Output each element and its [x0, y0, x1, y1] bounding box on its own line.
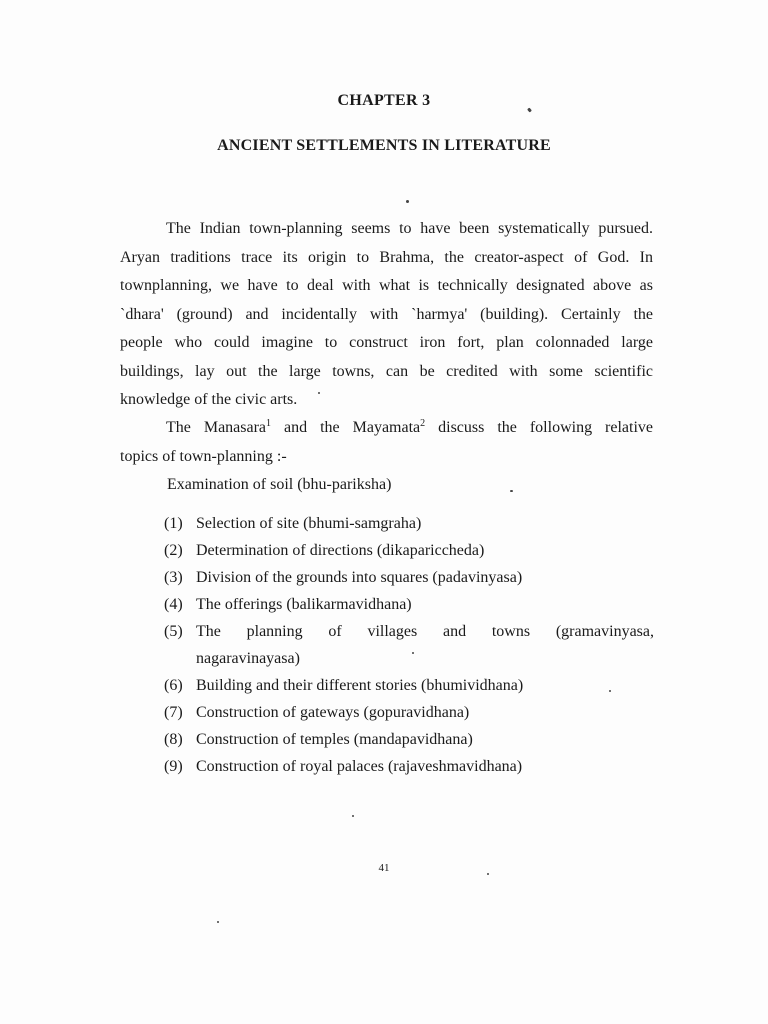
scan-mark	[406, 200, 409, 203]
paragraph-1-line: people who could imagine to construct iron fort, plan colonnaded large	[120, 334, 653, 351]
paragraph-1-line: townplanning, we have to deal with what is technically designated above as	[120, 277, 653, 294]
scan-mark	[352, 815, 354, 817]
list-item	[164, 672, 654, 699]
scan-mark	[412, 652, 414, 654]
footnote-ref: 2	[420, 418, 426, 429]
item-number: (5)	[164, 623, 183, 640]
item-number: (4)	[164, 596, 183, 613]
paragraph-1-line: buildings, lay out the large towns, can be credited with some scientific	[120, 362, 653, 380]
list-item	[164, 591, 654, 618]
item-text: Construction of royal palaces (rajaveshmavidhana)	[196, 758, 523, 775]
list-item	[164, 510, 654, 537]
item-text: Building and their different stories (bhumividhana)	[196, 677, 524, 694]
paragraph-1-line: `dhara' (ground) and incidentally with `harmya' (building). Certainly the	[120, 305, 653, 323]
item-number: (2)	[164, 542, 183, 559]
item-number: (7)	[164, 704, 183, 721]
scan-mark	[487, 873, 489, 875]
item-number: (6)	[164, 677, 183, 694]
topics-list	[164, 510, 654, 780]
paragraph-1-line: Aryan traditions trace its origin to Brahma, the creator-aspect of God. In	[120, 248, 653, 266]
paragraph-1	[120, 215, 653, 415]
item-text: Determination of directions (dikapariccheda)	[196, 542, 485, 559]
list-item	[164, 753, 654, 780]
text-fragment: and the Mayamata	[271, 419, 421, 436]
list-item	[164, 618, 654, 672]
scan-mark	[510, 490, 513, 492]
chapter-number: CHAPTER 3	[337, 92, 431, 109]
paragraph-2	[120, 414, 653, 471]
list-item	[164, 699, 654, 726]
list-item	[164, 537, 654, 564]
list-item	[164, 564, 654, 591]
item-number: (9)	[164, 758, 183, 775]
item-number: (1)	[164, 515, 183, 532]
item-text: Construction of gateways (gopuravidhana)	[196, 704, 470, 721]
footnote-ref: 1	[266, 418, 272, 429]
examination-heading: Examination of soil (bhu-pariksha)	[167, 476, 392, 493]
item-text-line: nagaravinayasa)	[196, 650, 300, 667]
paragraph-2-line: topics of town-planning :-	[120, 447, 287, 465]
page-number: 41	[378, 862, 390, 874]
item-text: Division of the grounds into squares (padavinyasa)	[196, 569, 523, 586]
paragraph-2-line	[120, 414, 653, 443]
list-item	[164, 726, 654, 753]
text-fragment: discuss the following relative	[425, 419, 654, 436]
paragraph-1-line: The Indian town-planning seems to have been systematically pursued.	[166, 220, 653, 237]
item-text: The offerings (balikarmavidhana)	[196, 596, 412, 613]
chapter-title: ANCIENT SETTLEMENTS IN LITERATURE	[217, 137, 551, 154]
item-text	[196, 618, 654, 672]
scan-mark	[318, 392, 320, 394]
scan-mark	[609, 690, 611, 692]
scan-mark	[217, 921, 219, 923]
item-text: Selection of site (bhumi-samgraha)	[196, 515, 422, 532]
text-fragment: The Manasara	[166, 419, 267, 436]
paragraph-1-line: knowledge of the civic arts.	[120, 391, 298, 408]
item-number: (8)	[164, 731, 183, 748]
item-number: (3)	[164, 569, 183, 586]
item-text-line: The planning of villages and towns (gramavinyasa,	[196, 623, 654, 640]
item-text: Construction of temples (mandapavidhana)	[196, 731, 473, 748]
